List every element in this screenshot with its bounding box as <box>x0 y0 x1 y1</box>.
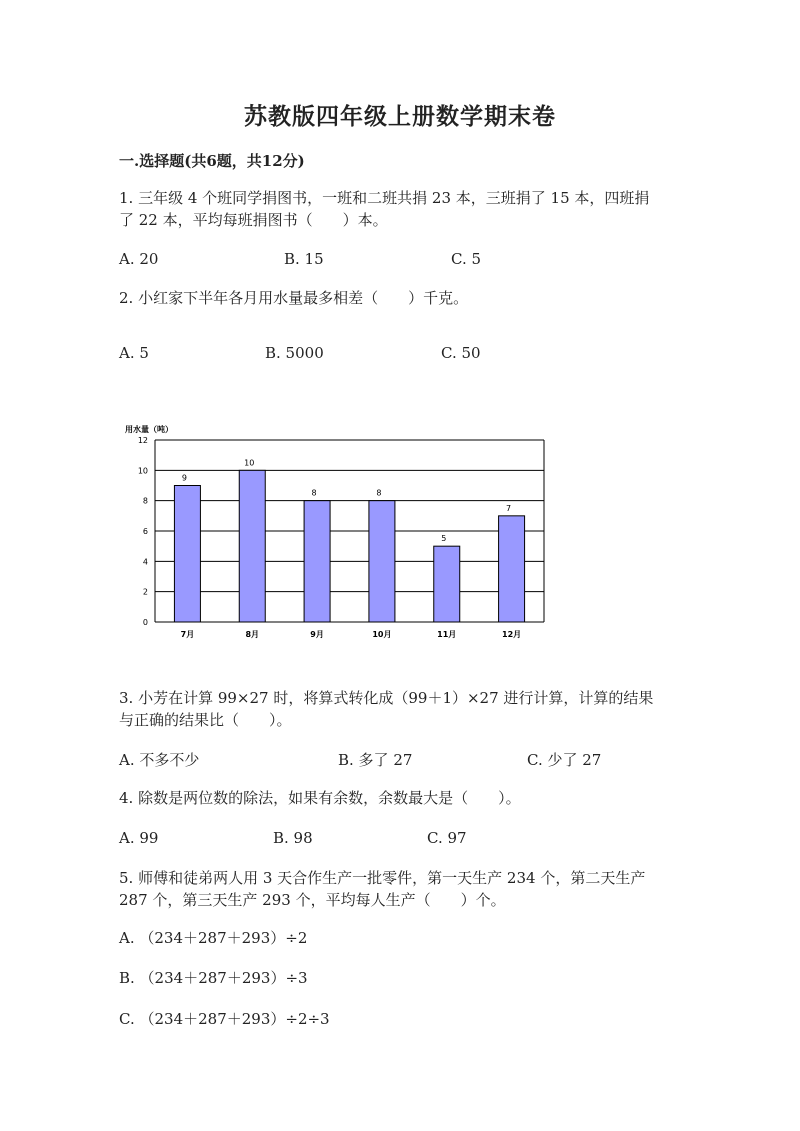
question-1-line-2: 了 22 本，平均每班捐图书（ ）本。 <box>119 211 388 229</box>
data-label: 9 <box>181 473 187 483</box>
question-3-line-1: 3. 小芳在计算 99×27 时，将算式转化成（99＋1）×27 进行计算，计算的结果 <box>119 689 654 707</box>
y-tick-label: 4 <box>142 557 148 567</box>
y-tick-label: 0 <box>142 618 148 627</box>
y-tick-label: 8 <box>142 496 148 506</box>
bar <box>499 516 525 622</box>
y-tick-label: 2 <box>142 587 148 597</box>
question-2-option-c: C. 50 <box>441 344 481 362</box>
question-5-option-c: C. （234＋287＋293）÷2÷3 <box>119 1010 330 1028</box>
x-tick-label: 7月 <box>180 630 195 639</box>
bar <box>239 470 265 622</box>
chart-y-axis-label: 用水量（吨） <box>125 425 173 434</box>
question-2-line-1: 2. 小红家下半年各月用水量最多相差（ ）千克。 <box>119 289 469 307</box>
question-2-option-a: A. 5 <box>119 344 149 362</box>
x-tick-label: 12月 <box>502 630 522 639</box>
question-3-option-b: B. 多了 27 <box>338 751 413 769</box>
question-1-option-b: B. 15 <box>284 250 324 268</box>
question-2-option-b: B. 5000 <box>265 344 324 362</box>
bar <box>304 501 330 622</box>
y-tick-label: 12 <box>137 436 148 445</box>
x-tick-label: 10月 <box>372 630 392 639</box>
question-1-line-1: 1. 三年级 4 个班同学捐图书，一班和二班共捐 23 本，三班捐了 15 本，四班捐 <box>119 189 650 207</box>
data-label: 10 <box>244 458 255 468</box>
question-3-option-a: A. 不多不少 <box>119 751 200 769</box>
question-5-option-a: A. （234＋287＋293）÷2 <box>119 929 308 947</box>
question-1-option-c: C. 5 <box>451 250 482 268</box>
data-label: 7 <box>506 503 512 513</box>
chart-bars <box>174 470 524 622</box>
data-label: 5 <box>441 534 447 544</box>
question-3-line-2: 与正确的结果比（ ）。 <box>119 711 292 729</box>
question-5-line-2: 287 个，第三天生产 293 个，平均每人生产（ ）个。 <box>119 891 506 909</box>
chart-gridlines <box>155 440 544 622</box>
water-usage-bar-chart <box>118 418 558 648</box>
data-label: 8 <box>376 488 382 498</box>
question-5-option-b: B. （234＋287＋293）÷3 <box>119 969 308 987</box>
section-heading: 一.选择题(共6题，共12分) <box>119 152 305 170</box>
question-1-option-a: A. 20 <box>119 250 159 268</box>
chart-x-tick-labels <box>181 630 522 639</box>
y-tick-label: 10 <box>137 466 148 476</box>
question-4-option-b: B. 98 <box>273 829 313 847</box>
question-4-option-a: A. 99 <box>119 829 159 847</box>
x-tick-label: 11月 <box>437 630 457 639</box>
bar <box>174 486 200 623</box>
data-label: 8 <box>311 488 317 498</box>
chart-y-tick-labels <box>138 436 148 627</box>
page-title: 苏教版四年级上册数学期末卷 <box>244 103 556 130</box>
bar <box>434 546 460 622</box>
x-tick-label: 8月 <box>245 630 260 639</box>
x-tick-label: 9月 <box>310 630 324 639</box>
question-5-line-1: 5. 师傅和徒弟两人用 3 天合作生产一批零件，第一天生产 234 个，第二天生产 <box>119 869 646 887</box>
y-tick-label: 6 <box>142 527 148 536</box>
bar <box>369 501 395 622</box>
question-3-option-c: C. 少了 27 <box>527 751 602 769</box>
question-4-line-1: 4. 除数是两位数的除法，如果有余数，余数最大是（ ）。 <box>119 789 521 807</box>
question-4-option-c: C. 97 <box>427 829 467 847</box>
